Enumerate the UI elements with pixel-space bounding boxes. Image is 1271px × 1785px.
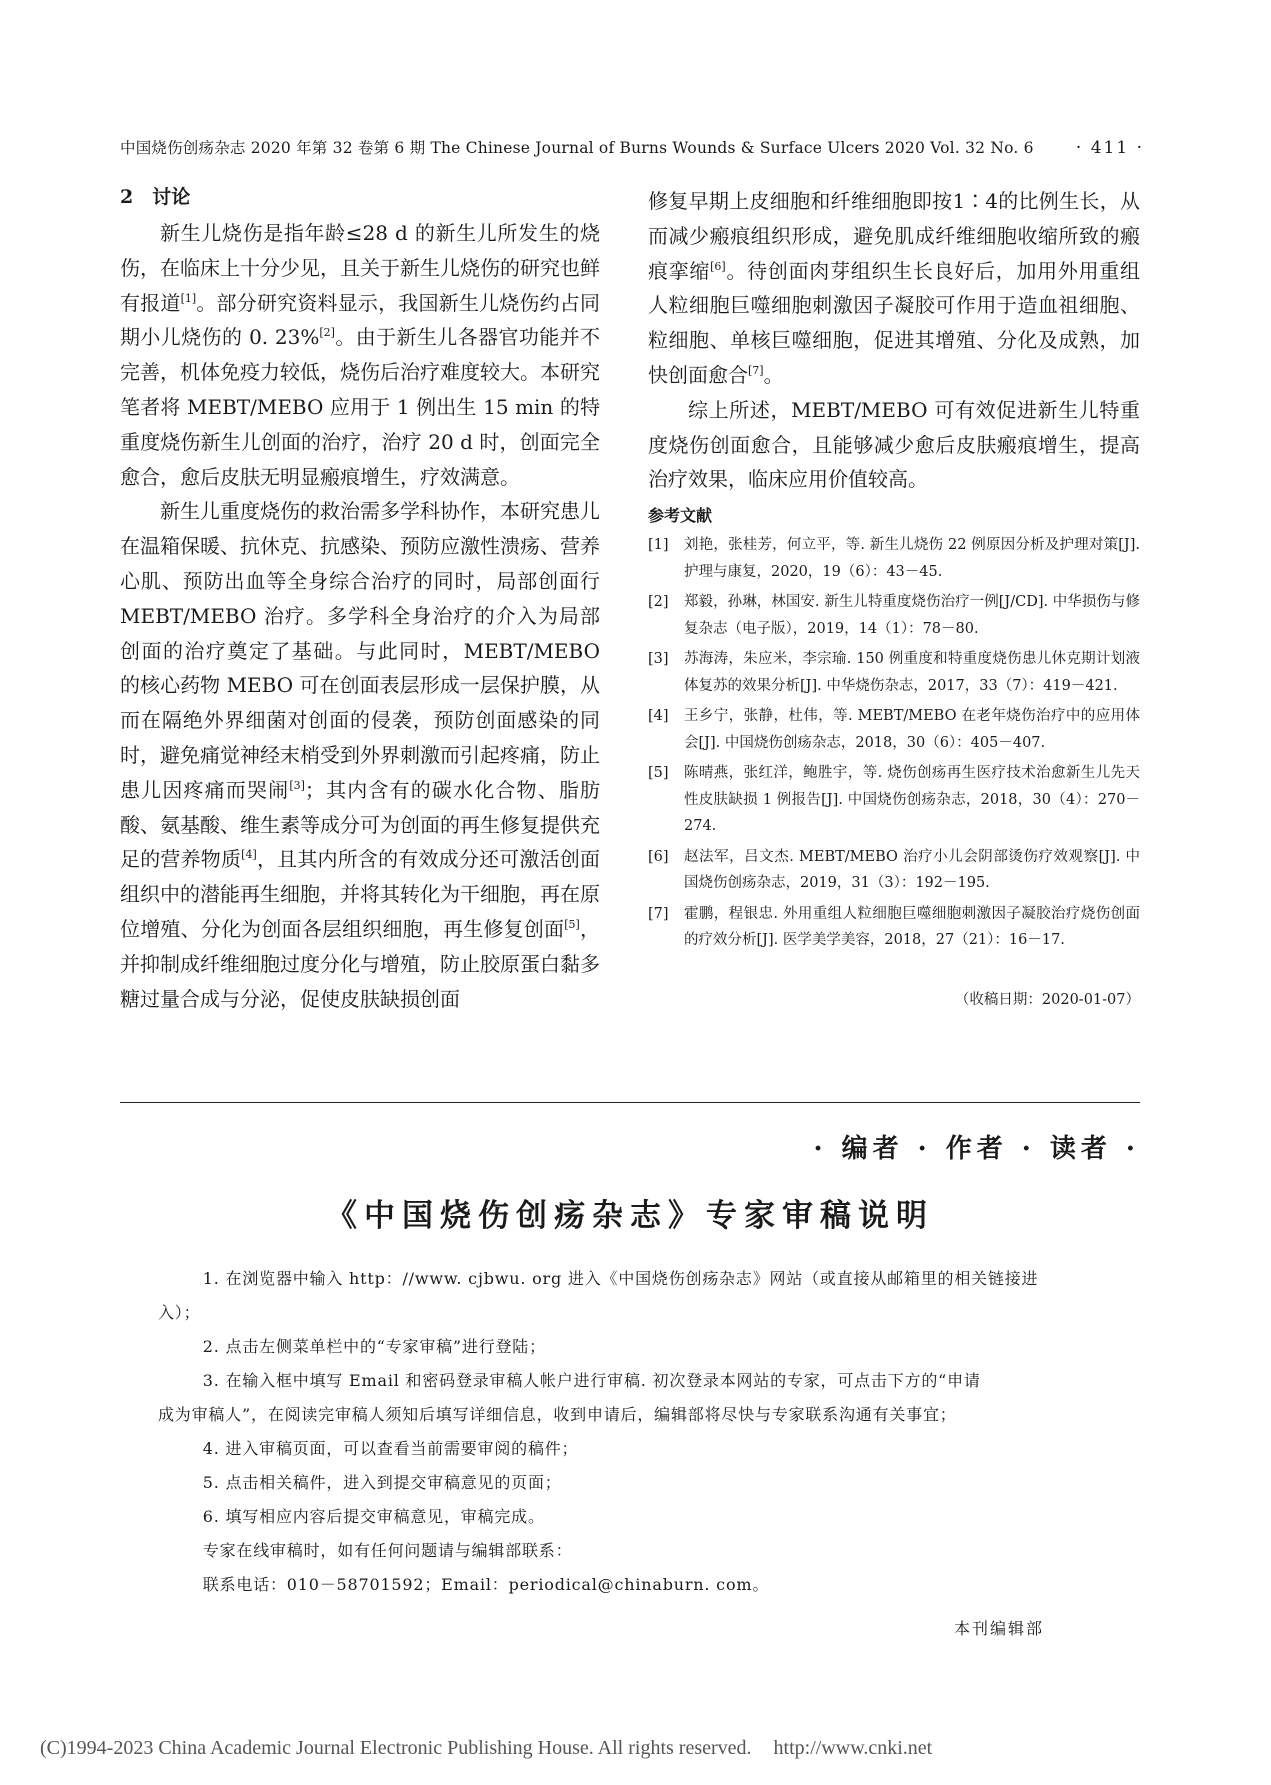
citation-4: [4] — [241, 848, 257, 862]
running-header — [120, 136, 1144, 158]
reference-text: 王乡宁，张静，杜伟，等. MEBT/MEBO 在老年烧伤治疗中的应用体会[J]. 中国烧伤创疡杂志，2018，30（6）：405－407. — [684, 708, 1140, 751]
journal-header — [120, 136, 1034, 158]
discussion-paragraph-2-continued — [648, 184, 1140, 393]
reference-number: [2] — [648, 594, 669, 611]
text-run: ，且其内所含的有效成分还可激活创面组织中的潜能再生细胞，并将其转化为干细胞，再在原位增殖、分化为创面各层组织细胞，再生修复创面 — [120, 847, 601, 941]
received-date: （收稿日期：2020-01-07） — [954, 991, 1140, 1008]
citation-7: [7] — [748, 363, 764, 377]
section-divider — [120, 1102, 1140, 1103]
copyright-text: (C)1994-2023 China Academic Journal Electronic Publishing House. All rights reserved. — [40, 1737, 752, 1759]
reference-text: 陈晴燕，张红洋，鲍胜宇，等. 烧伤创疡再生医疗技术治愈新生儿先天性皮肤缺损 1 例报告[J]. 中国烧伤创疡杂志，2018，30（4）：270－274. — [684, 765, 1140, 835]
reference-item — [648, 589, 1140, 642]
reference-list — [648, 532, 1140, 954]
discussion-paragraph-2 — [120, 494, 600, 1016]
cnki-url: http://www.cnki.net — [773, 1737, 933, 1759]
section-heading-discussion: 2 讨论 — [120, 186, 191, 208]
right-column — [648, 184, 1140, 1009]
notice-body — [158, 1262, 1143, 1602]
reference-text: 刘艳，张桂芳，何立平，等. 新生儿烧伤 22 例原因分析及护理对策[J]. 护理与康复，2020，19（6）：43－45. — [684, 537, 1140, 580]
notice-step-6: 6. 填写相应内容后提交审稿意见，审稿完成。 — [202, 1507, 545, 1526]
left-column — [120, 184, 600, 1016]
reference-text: 苏海涛，朱应米，李宗瑜. 150 例重度和特重度烧伤患儿休克期计划液体复苏的效果分析[J]. 中华烧伤杂志，2017，33（7）：419－421. — [684, 651, 1140, 694]
discussion-paragraph-1 — [120, 216, 600, 494]
reference-number: [6] — [648, 848, 669, 865]
notice-step-2: 2. 点击左侧菜单栏中的“专家审稿”进行登陆； — [202, 1337, 546, 1356]
reference-item — [648, 901, 1140, 954]
reference-item — [648, 760, 1140, 840]
journal-name-cn: 中国烧伤创疡杂志 2020 年第 32 卷第 6 期 — [120, 139, 426, 157]
copyright-footer — [40, 1737, 1240, 1760]
column-label: · 编者 · 作者 · 读者 · — [813, 1134, 1140, 1164]
text-run: ；其内含有的碳水化合物、脂肪酸、氨基酸、维生素等成分可为创面的再生修复提供充足的营养物质 — [120, 777, 601, 872]
citation-5: [5] — [564, 917, 580, 931]
editorial-signature: 本刊编辑部 — [954, 1619, 1045, 1638]
reference-text: 赵法军，吕文杰. MEBT/MEBO 治疗小儿会阴部烫伤疗效观察[J]. 中国烧伤创疡杂志，2019，31（3）：192－195. — [684, 848, 1140, 892]
reference-number: [5] — [648, 765, 669, 782]
reference-number: [1] — [648, 537, 669, 554]
notice-step-5: 5. 点击相关稿件，进入到提交审稿意见的页面； — [202, 1473, 562, 1492]
reference-text: 霍鹏，程银忠. 外用重组人粒细胞巨噬细胞刺激因子凝胶治疗烧伤创面的疗效分析[J]. 医学美学美容，2018，27（21）：16－17. — [684, 905, 1140, 949]
reference-number: [3] — [648, 651, 669, 668]
conclusion-paragraph: 综上所述，MEBT/MEBO 可有效促进新生儿特重度烧伤创面愈合，且能够减少愈后皮肤瘢痕增生，提高治疗效果，临床应用价值较高。 — [648, 397, 1140, 492]
notice-title: 《中国烧伤创疡杂志》专家审稿说明 — [326, 1198, 934, 1234]
reference-item — [648, 703, 1140, 756]
text-run: 新生儿重度烧伤的救治需多学科协作，本研究患儿在温箱保暖、抗休克、抗感染、预防应激性溃疡、营养心肌、预防出血等全身综合治疗的同时，局部创面行 MEBT/MEBO 治疗。多学科全身治疗的介入为局部创面的治疗奠定了基础。与此同时，MEBT/MEBO 的核心药物 MEBO 可在创面表层形成一层保护膜，从而在隔绝外界细菌对创面的侵袭，预防创面感染的同时，避免痛觉神经末梢受到外界刺激而引起疼痛，防止患儿因疼痛而哭闹 — [120, 499, 600, 802]
text-run: 新生儿烧伤是指年龄≤28 d 的新生儿所发生的烧伤，在临床上十分少见，且关于新生儿烧伤的研究也鲜有报道 — [120, 221, 600, 315]
notice-step-1: 1. 在浏览器中输入 http：//www. cjbwu. org 进入《中国烧伤创疡杂志》网站（或直接从邮箱里的相关链接进 — [202, 1269, 1039, 1288]
reference-item — [648, 646, 1140, 699]
citation-3: [3] — [289, 778, 305, 792]
citation-1: [1] — [180, 291, 197, 305]
references-heading: 参考文献 — [648, 506, 713, 526]
notice-step-3: 3. 在输入框中填写 Email 和密码登录审稿人帐户进行审稿. 初次登录本网站的专家，可点击下方的“申请 — [202, 1371, 981, 1390]
text-run: 。部分研究资料显示，我国新生儿烧伤约占同期小儿烧伤的 0. 23% — [120, 290, 601, 350]
text-run: 。 — [763, 362, 784, 387]
text-run: 修复早期上皮细胞和纤维细胞即按1∶4的比例生长，从而减少瘢痕组织形成，避免肌成纤维细胞收缩所致的瘢痕挛缩 — [648, 189, 1140, 283]
reference-item — [648, 844, 1140, 897]
notice-step-4: 4. 进入审稿页面，可以查看当前需要审阅的稿件； — [202, 1439, 579, 1458]
text-run: 。由于新生儿各器官功能并不完善，机体免疫力较低，烧伤后治疗难度较大。本研究笔者将 MEBT/MEBO 应用于 1 例出生 15 min 的特重度烧伤新生儿创面的治疗，治疗 20 d 时，创面完全愈合，愈后皮肤无明显瘢痕增生，疗效满意。 — [120, 325, 601, 489]
reference-number: [7] — [648, 905, 669, 922]
journal-name-en: The Chinese Journal of Burns Wounds & Surface Ulcers 2020 Vol. 32 No. 6 — [430, 139, 1034, 157]
notice-contact-info: 联系电话：010－58701592；Email：periodical@chinaburn. com。 — [202, 1575, 770, 1594]
notice-step-3-continued: 成为审稿人”，在阅读完审稿人须知后填写详细信息，收到申请后，编辑部将尽快与专家联系沟通有关事宜； — [158, 1405, 957, 1424]
citation-6: [6] — [710, 259, 726, 273]
reference-item — [648, 532, 1140, 585]
notice-step-1-continued: 入）； — [158, 1303, 201, 1322]
page-number: · 411 · — [1075, 138, 1144, 158]
reference-text: 郑毅，孙琳，林国安. 新生儿特重度烧伤治疗一例[J/CD]. 中华损伤与修复杂志（电子版），2019，14（1）：78－80. — [684, 594, 1140, 637]
notice-contact-intro: 专家在线审稿时，如有任何问题请与编辑部联系： — [202, 1541, 573, 1560]
citation-2: [2] — [319, 326, 335, 340]
reference-number: [4] — [648, 708, 669, 725]
text-run: ，并抑制成纤维细胞过度分化与增殖，防止胶原蛋白黏多糖过量合成与分泌，促使皮肤缺损创面 — [120, 916, 601, 1011]
text-run: 。待创面肉芽组织生长良好后，加用外用重组人粒细胞巨噬细胞刺激因子凝胶可作用于造血祖细胞、粒细胞、单核巨噬细胞，促进其增殖、分化及成熟，加快创面愈合 — [648, 258, 1141, 387]
